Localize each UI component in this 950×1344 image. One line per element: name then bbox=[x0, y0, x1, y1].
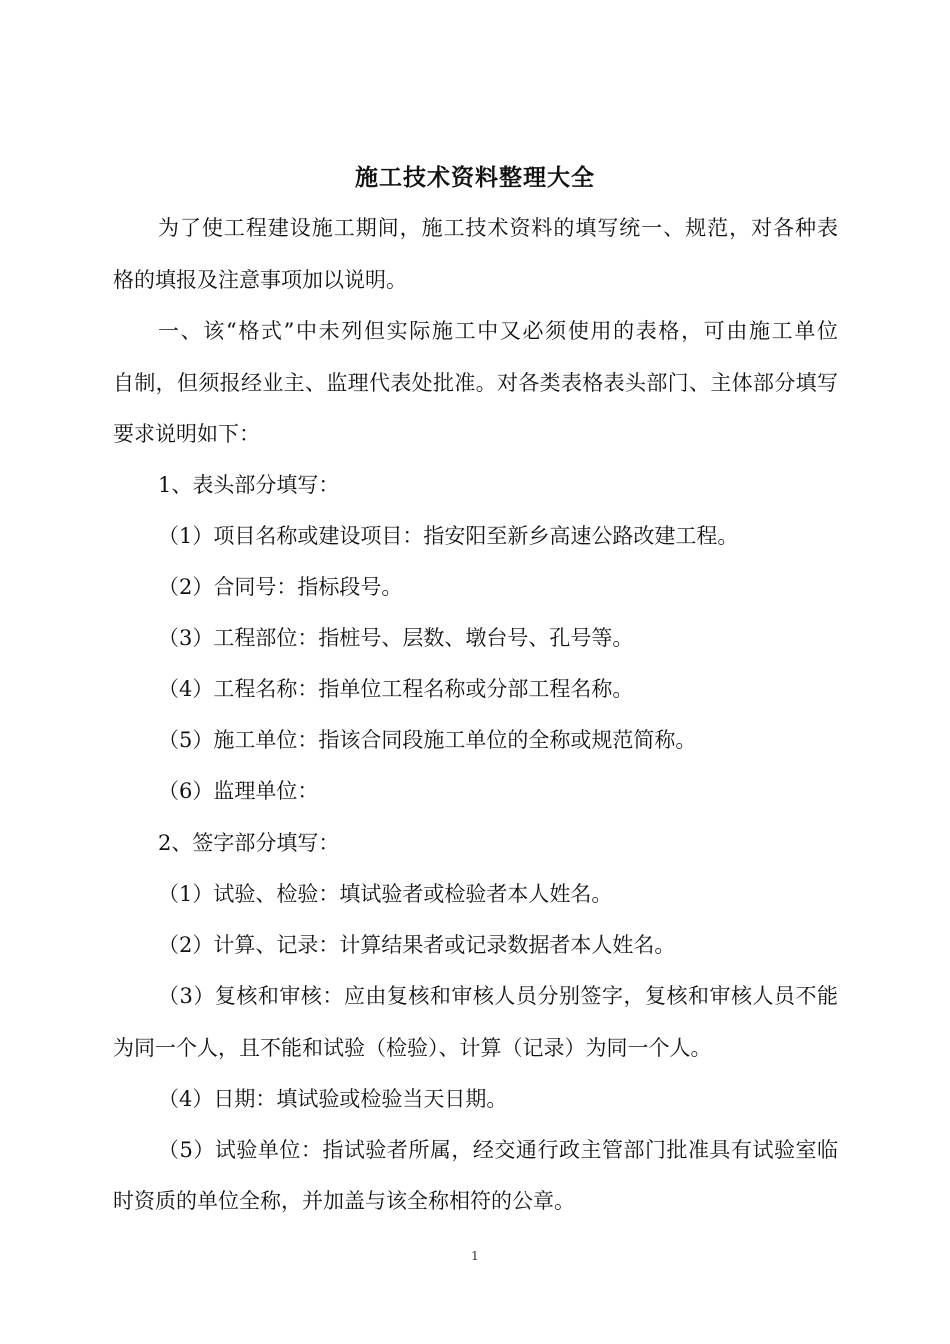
list-item: （3）工程部位：指桩号、层数、墩台号、孔号等。 bbox=[158, 626, 634, 650]
list-item: （5）施工单位：指该合同段施工单位的全称或规范简称。 bbox=[158, 728, 697, 752]
list-item: （5）试验单位：指试验者所属，经交通行政主管部门批准具有试验室临 bbox=[158, 1138, 838, 1162]
section-heading: 1、表头部分填写： bbox=[158, 473, 340, 497]
paragraph-line: 要求说明如下： bbox=[113, 422, 260, 446]
section-heading: 2、签字部分填写： bbox=[158, 831, 340, 855]
document-title: 施工技术资料整理大全 bbox=[355, 164, 595, 191]
list-item-continuation: 为同一个人，且不能和试验（检验）、计算（记录）为同一个人。 bbox=[113, 1036, 712, 1060]
list-item: （6）监理单位： bbox=[158, 779, 319, 803]
list-item: （4）工程名称：指单位工程名称或分部工程名称。 bbox=[158, 677, 634, 701]
list-item: （2）合同号：指标段号。 bbox=[158, 575, 403, 599]
paragraph-line: 一、该“格式”中未列但实际施工中又必须使用的表格，可由施工单位 bbox=[158, 319, 838, 343]
list-item-continuation: 时资质的单位全称，并加盖与该全称相符的公章。 bbox=[113, 1189, 575, 1213]
paragraph-line: 为了使工程建设施工期间，施工技术资料的填写统一、规范，对各种表 bbox=[158, 216, 838, 240]
list-item: （4）日期：填试验或检验当天日期。 bbox=[158, 1087, 508, 1111]
page-number: 1 bbox=[471, 1249, 479, 1263]
list-item: （1）项目名称或建设项目：指安阳至新乡高速公路改建工程。 bbox=[158, 524, 739, 548]
paragraph-line: 自制，但须报经业主、监理代表处批准。对各类表格表头部门、主体部分填写 bbox=[113, 371, 838, 395]
paragraph-line: 格的填报及注意事项加以说明。 bbox=[113, 268, 407, 292]
list-item: （3）复核和审核：应由复核和审核人员分别签字，复核和审核人员不能 bbox=[158, 984, 838, 1008]
list-item: （1）试验、检验：填试验者或检验者本人姓名。 bbox=[158, 882, 613, 906]
list-item: （2）计算、记录：计算结果者或记录数据者本人姓名。 bbox=[158, 933, 676, 957]
